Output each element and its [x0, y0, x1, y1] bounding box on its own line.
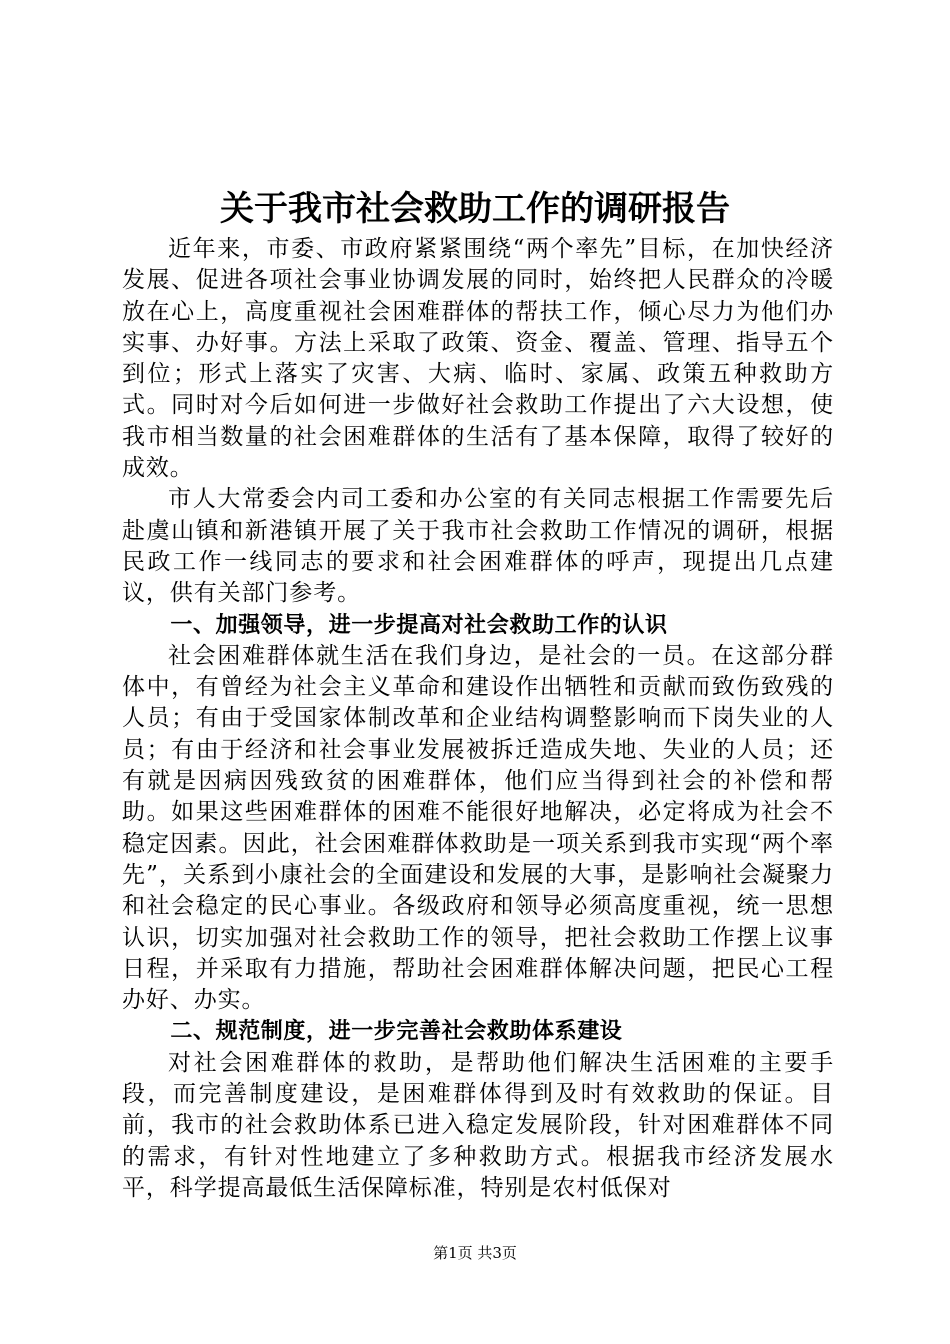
section-paragraph-1: 社会困难群体就生活在我们身边，是社会的一员。在这部分群体中，有曾经为社会主义革命和建设作出牺牲和贡献而致伤致残的人员；有由于受国家体制改革和企业结构调整影响而下岗失业的人员；有由于经济和社会事业发展被拆迁造成失地、失业的人员；还有就是因病因残致贫的困难群体，他们应当得到社会的补偿和帮助。如果这些困难群体的困难不能很好地解决，必定将成为社会不稳定因素。因此，社会困难群体救助是一项关系到我市实现“两个率先”，关系到小康社会的全面建设和发展的大事，是影响社会凝聚力和社会稳定的民心事业。各级政府和领导必须高度重视，统一思想认识，切实加强对社会救助工作的领导，把社会救助工作摆上议事日程，并采取有力措施，帮助社会困难群体解决问题，把民心工程办好、办实。 — [122, 642, 834, 1014]
document-title: 关于我市社会救助工作的调研报告 — [220, 189, 730, 229]
section-heading-1: 一、加强领导，进一步提高对社会救助工作的认识 — [170, 612, 668, 638]
document-body — [122, 234, 834, 1204]
section-paragraph-2: 对社会困难群体的救助，是帮助他们解决生活困难的主要手段，而完善制度建设，是困难群体得到及时有效救助的保证。目前，我市的社会救助体系已进入稳定发展阶段，针对困难群体不同的需求，有针对性地建立了多种救助方式。根据我市经济发展水平，科学提高最低生活保障标准，特别是农村低保对 — [122, 1049, 834, 1201]
section-heading-2: 二、规范制度，进一步完善社会救助体系建设 — [170, 1019, 623, 1045]
page-number-footer: 第1页 共3页 — [433, 1244, 517, 1262]
intro-paragraph-2: 市人大常委会内司工委和办公室的有关同志根据工作需要先后赴虞山镇和新港镇开展了关于我市社会救助工作情况的调研，根据民政工作一线同志的要求和社会困难群体的呼声，现提出几点建议，供有关部门参考。 — [122, 486, 834, 607]
intro-paragraph-1: 近年来，市委、市政府紧紧围绕“两个率先”目标，在加快经济发展、促进各项社会事业协调发展的同时，始终把人民群众的冷暖放在心上，高度重视社会困难群体的帮扶工作，倾心尽力为他们办实事、办好事。方法上采取了政策、资金、覆盖、管理、指导五个到位；形式上落实了灾害、大病、临时、家属、政策五种救助方式。同时对今后如何进一步做好社会救助工作提出了六大设想，使我市相当数量的社会困难群体的生活有了基本保障，取得了较好的成效。 — [122, 236, 834, 482]
